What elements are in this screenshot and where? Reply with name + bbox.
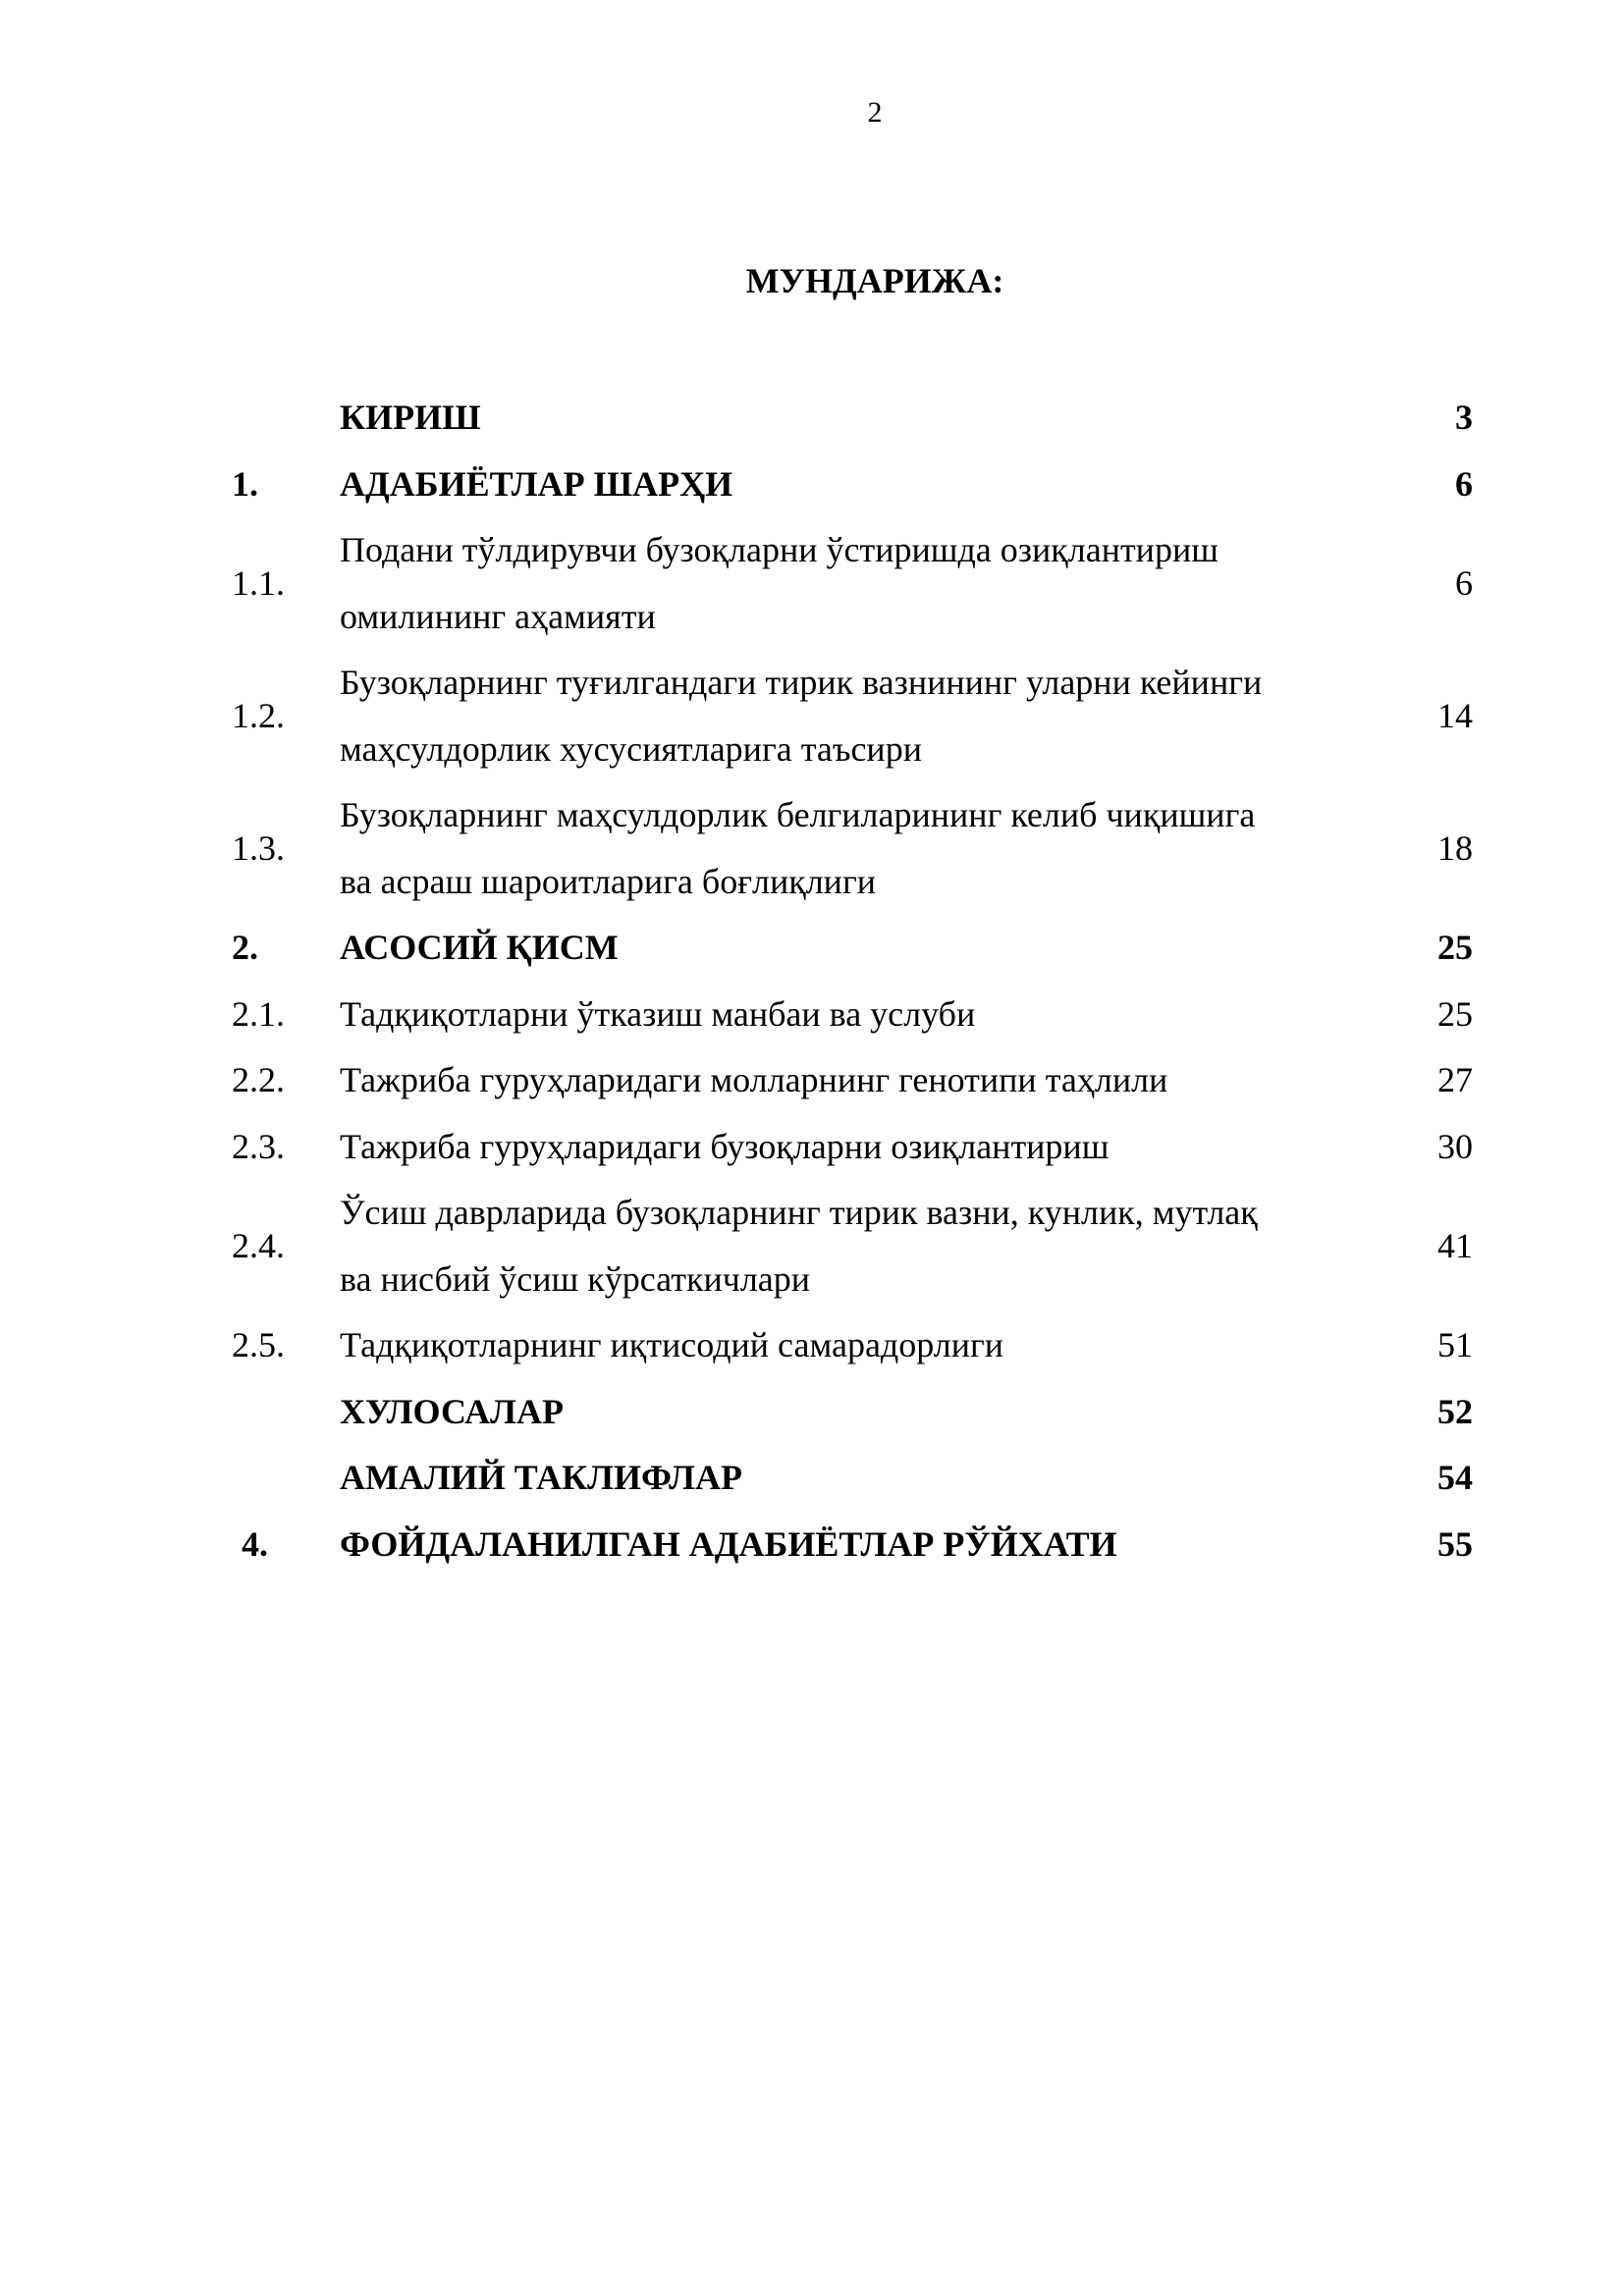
toc-entry-page: 55 — [1437, 1523, 1473, 1564]
toc-entry-title: Тадқиқотларни ўтказиш манбаи ва услуби — [340, 993, 976, 1034]
toc-entry-title: АДАБИЁТЛАР ШАРҲИ — [340, 463, 733, 504]
toc-entry-page: 52 — [1437, 1391, 1473, 1431]
toc-entry-number: 1.2. — [232, 695, 285, 735]
toc-entry-number: 2.5. — [232, 1325, 285, 1364]
toc-entry-page: 14 — [1437, 695, 1473, 735]
toc-entry-page: 51 — [1437, 1325, 1473, 1364]
toc-entry-title: Тажриба гуруҳларидаги бузоқларни озиқлантириш — [340, 1126, 1110, 1166]
toc-entry-page: 6 — [1455, 463, 1473, 504]
toc-entry — [232, 452, 1489, 518]
page-number: 2 — [867, 96, 883, 129]
toc-entry — [232, 915, 1489, 982]
toc-entry — [232, 1379, 1489, 1446]
toc-entry-page: 6 — [1455, 562, 1473, 603]
toc-entry-title: Подани тўлдирувчи бузоқларни ўстиришда озиқлантириш омилининг аҳамияти — [340, 530, 1218, 636]
toc-entry — [232, 782, 1489, 915]
toc-entry-number: 2.2. — [232, 1060, 285, 1099]
toc-entry-number: 4. — [242, 1523, 268, 1564]
table-of-contents — [232, 385, 1489, 1577]
toc-entry — [232, 1312, 1489, 1379]
toc-entry — [232, 1114, 1489, 1181]
toc-entry — [232, 517, 1489, 650]
toc-entry-title: АСОСИЙ ҚИСМ — [340, 928, 619, 967]
toc-entry — [232, 1180, 1489, 1312]
toc-entry — [232, 385, 1489, 452]
toc-entry-page: 54 — [1437, 1458, 1473, 1497]
toc-title: МУНДАРИЖА: — [745, 261, 1004, 300]
toc-entry — [232, 650, 1489, 782]
toc-entry-title: Тадқиқотларнинг иқтисодий самарадорлиги — [340, 1325, 1004, 1364]
toc-entry-page: 41 — [1437, 1225, 1473, 1265]
toc-entry-title: ФОЙДАЛАНИЛГАН АДАБИЁТЛАР РЎЙХАТИ — [340, 1523, 1117, 1564]
toc-entry-page: 18 — [1437, 828, 1473, 868]
toc-entry-page: 30 — [1437, 1126, 1473, 1166]
toc-entry-title: Ўсиш даврларида бузоқларнинг тирик вазни, кунлик, мутлақ ва нисбий ўсиш кўрсаткичлари — [340, 1193, 1258, 1299]
toc-entry-number: 2.4. — [232, 1225, 285, 1265]
toc-entry-page: 25 — [1437, 993, 1473, 1034]
toc-entry-number: 2. — [232, 928, 258, 967]
toc-entry-title: КИРИШ — [340, 398, 481, 437]
toc-entry — [232, 1512, 1489, 1578]
toc-entry — [232, 1047, 1489, 1114]
toc-entry-title: Бузоқларнинг маҳсулдорлик белгиларининг келиб чиқишига ва асраш шароитларига боғлиқлиги — [340, 795, 1256, 901]
toc-entry-page: 27 — [1437, 1060, 1473, 1099]
toc-entry-number: 2.3. — [232, 1126, 285, 1166]
toc-entry-number: 1.3. — [232, 828, 285, 868]
toc-entry-number: 2.1. — [232, 993, 285, 1034]
toc-entry-page: 25 — [1437, 928, 1473, 967]
toc-entry — [232, 982, 1489, 1048]
toc-entry-number: 1.1. — [232, 562, 285, 603]
toc-entry-page: 3 — [1455, 398, 1473, 437]
toc-entry — [232, 1445, 1489, 1512]
toc-entry-title: Тажриба гуруҳларидаги молларнинг генотипи таҳлили — [340, 1060, 1168, 1099]
toc-entry-number: 1. — [232, 463, 258, 504]
toc-entry-title: ХУЛОСАЛАР — [340, 1391, 564, 1431]
toc-entry-title: АМАЛИЙ ТАКЛИФЛАР — [340, 1458, 742, 1497]
toc-entry-title: Бузоқларнинг туғилгандаги тирик вазнининг уларни кейинги маҳсулдорлик хусусиятларига таъсири — [340, 663, 1263, 769]
